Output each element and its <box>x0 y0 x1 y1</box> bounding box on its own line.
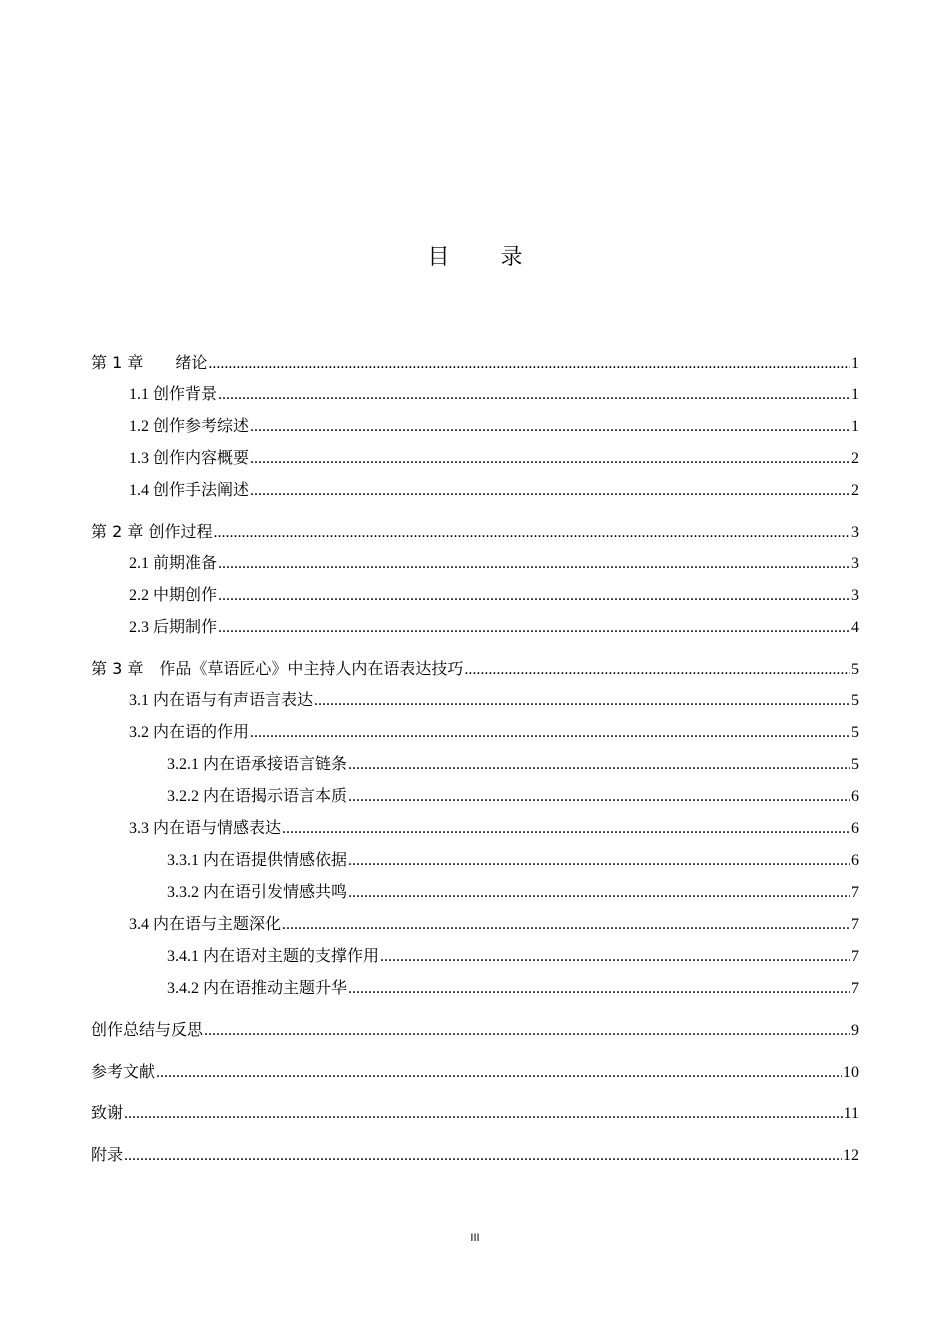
toc-leader-dots <box>124 1145 842 1167</box>
toc-entry-label: 附录 <box>91 1145 124 1164</box>
toc-entry-label: 3.2.1 内在语承接语言链条 <box>167 756 348 773</box>
toc-entry[interactable] <box>91 1019 859 1041</box>
toc-leader-dots <box>218 617 850 639</box>
toc-leader-dots <box>380 946 850 968</box>
toc-entry-label: 3.2 内在语的作用 <box>129 724 250 741</box>
toc-leader-dots <box>282 818 850 840</box>
toc-entry[interactable] <box>167 850 859 872</box>
toc-leader-dots <box>348 786 850 808</box>
toc-entry-label: 1.1 创作背景 <box>129 386 218 403</box>
toc-entry-label: 第 1 章 绪论 <box>91 353 208 372</box>
toc-entry-label: 致谢 <box>91 1103 124 1122</box>
toc-entry-page: 7 <box>851 948 859 965</box>
toc-entry[interactable] <box>129 617 859 639</box>
toc-entry-page: 1 <box>851 418 859 435</box>
toc-title: 目 录 <box>427 245 545 270</box>
toc-entry-page: 6 <box>851 852 859 869</box>
toc-entry-label: 3.4.1 内在语对主题的支撑作用 <box>167 948 380 965</box>
toc-entry[interactable] <box>129 480 859 502</box>
toc-leader-dots <box>250 480 850 502</box>
toc-entry-page: 11 <box>843 1105 859 1122</box>
toc-entry[interactable] <box>91 1102 859 1124</box>
toc-entry-page: 3 <box>851 524 859 541</box>
toc-leader-dots <box>348 850 850 872</box>
toc-leader-dots <box>282 914 850 936</box>
toc-entry-label: 参考文献 <box>91 1062 156 1081</box>
toc-entry-page: 5 <box>851 756 859 773</box>
toc-entry-page: 1 <box>851 355 859 372</box>
toc-entry[interactable] <box>129 416 859 438</box>
toc-entry[interactable] <box>129 818 859 840</box>
toc-leader-dots <box>124 1103 843 1125</box>
toc-entry-page: 9 <box>851 1022 859 1039</box>
toc-entry-page: 5 <box>851 692 859 709</box>
toc-leader-dots <box>213 522 850 544</box>
toc-entry-page: 7 <box>851 884 859 901</box>
toc-entry-page: 6 <box>851 788 859 805</box>
toc-leader-dots <box>204 1020 850 1042</box>
toc-entry[interactable] <box>91 1061 859 1083</box>
toc-entry-label: 3.3 内在语与情感表达 <box>129 820 282 837</box>
toc-leader-dots <box>464 659 850 681</box>
toc-entry[interactable] <box>167 786 859 808</box>
toc-entry[interactable] <box>91 521 859 543</box>
toc-entry-page: 5 <box>851 661 859 678</box>
toc-entry-page: 6 <box>851 820 859 837</box>
toc-entry[interactable] <box>91 1144 859 1166</box>
toc-entry-label: 2.1 前期准备 <box>129 555 218 572</box>
toc-entry-page: 7 <box>851 980 859 997</box>
toc-entry-page: 3 <box>851 587 859 604</box>
toc-leader-dots <box>314 690 850 712</box>
toc-entry-page: 2 <box>851 450 859 467</box>
toc-leader-dots <box>208 353 850 375</box>
toc-entry-label: 1.2 创作参考综述 <box>129 418 250 435</box>
toc-entry-page: 2 <box>851 482 859 499</box>
toc-entry-page: 3 <box>851 555 859 572</box>
toc-entry-page: 10 <box>843 1064 859 1081</box>
toc-leader-dots <box>218 553 850 575</box>
toc-entry-page: 7 <box>851 916 859 933</box>
toc-entry-label: 第 3 章 作品《草语匠心》中主持人内在语表达技巧 <box>91 659 464 678</box>
toc-entry[interactable] <box>129 690 859 712</box>
toc-entry[interactable] <box>129 585 859 607</box>
toc-leader-dots <box>250 448 850 470</box>
toc-entry-label: 1.4 创作手法阐述 <box>129 482 250 499</box>
toc-entry[interactable] <box>129 448 859 470</box>
toc-entry[interactable] <box>167 946 859 968</box>
toc-entry[interactable] <box>167 882 859 904</box>
toc-entry-label: 创作总结与反思 <box>91 1020 204 1039</box>
toc-entry-page: 5 <box>851 724 859 741</box>
toc-entry[interactable] <box>167 754 859 776</box>
toc-entry-label: 3.2.2 内在语揭示语言本质 <box>167 788 348 805</box>
toc-entry-label: 3.1 内在语与有声语言表达 <box>129 692 314 709</box>
toc-entry-label: 1.3 创作内容概要 <box>129 450 250 467</box>
toc-entry-label: 3.4.2 内在语推动主题升华 <box>167 980 348 997</box>
toc-leader-dots <box>218 384 850 406</box>
toc-entry-label: 3.3.2 内在语引发情感共鸣 <box>167 884 348 901</box>
toc-entry-label: 3.3.1 内在语提供情感依据 <box>167 852 348 869</box>
toc-leader-dots <box>250 722 850 744</box>
toc-entry[interactable] <box>167 978 859 1000</box>
toc-leader-dots <box>156 1062 842 1084</box>
toc-entry-page: 4 <box>851 619 859 636</box>
toc-leader-dots <box>348 882 850 904</box>
toc-leader-dots <box>348 754 850 776</box>
toc-leader-dots <box>348 978 850 1000</box>
toc-entry-page: 12 <box>843 1147 859 1164</box>
toc-entry-label: 第 2 章 创作过程 <box>91 522 213 541</box>
toc-entry[interactable] <box>129 384 859 406</box>
toc-entry[interactable] <box>129 722 859 744</box>
toc-entry-label: 3.4 内在语与主题深化 <box>129 916 282 933</box>
toc-entry[interactable] <box>129 553 859 575</box>
toc-entry[interactable] <box>129 914 859 936</box>
toc-entry-page: 1 <box>851 386 859 403</box>
toc-leader-dots <box>250 416 850 438</box>
toc-leader-dots <box>218 585 850 607</box>
page-number: III <box>470 1232 480 1244</box>
toc-entry[interactable] <box>91 352 859 374</box>
toc-entry-label: 2.3 后期制作 <box>129 619 218 636</box>
toc-entry[interactable] <box>91 658 859 680</box>
toc-entry-label: 2.2 中期创作 <box>129 587 218 604</box>
